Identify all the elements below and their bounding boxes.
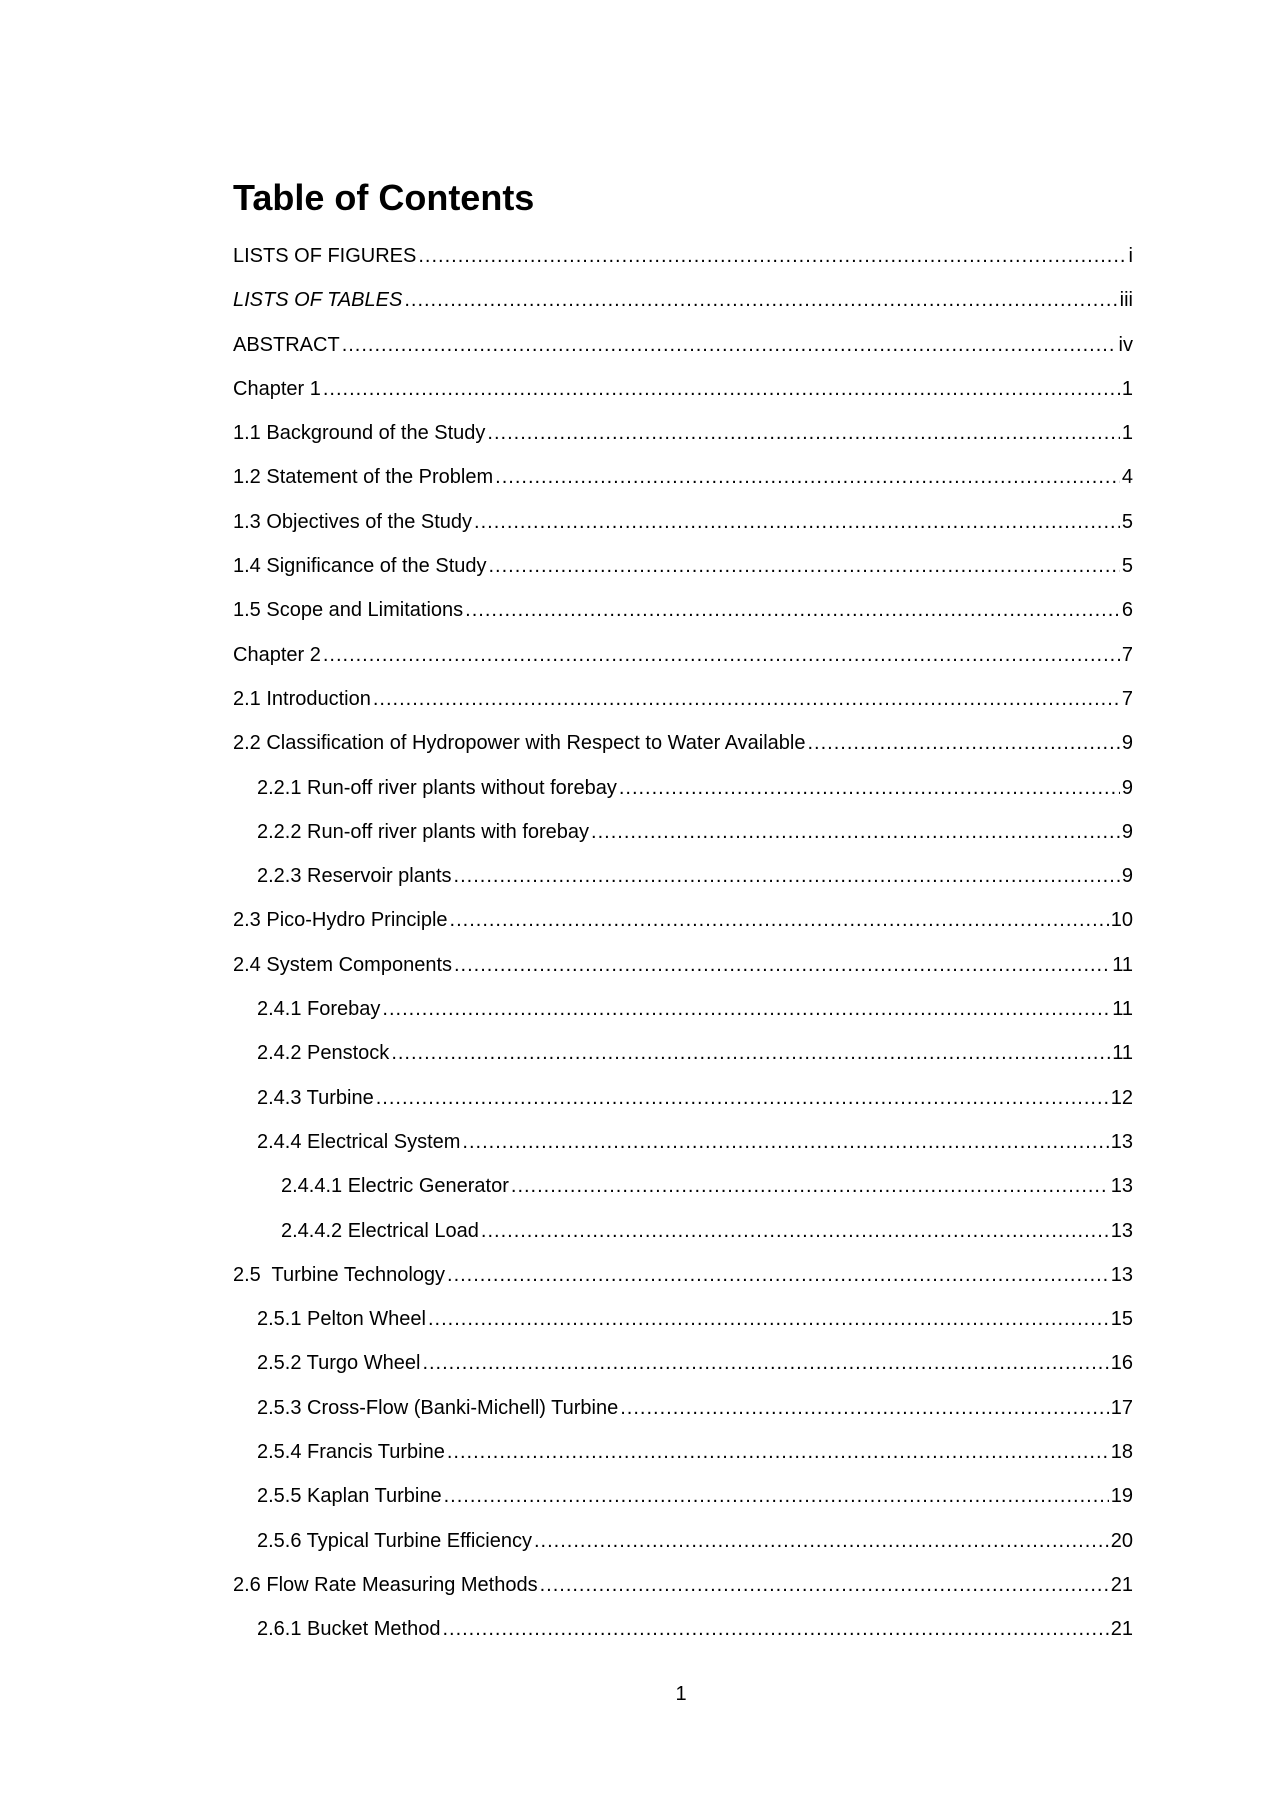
toc-dot-leader	[495, 455, 1120, 499]
toc-entry[interactable]	[233, 411, 1133, 455]
toc-entry-label: 1.1 Background of the Study	[233, 422, 486, 445]
toc-entry-page: 7	[1121, 687, 1133, 710]
toc-dot-leader	[487, 411, 1119, 455]
toc-entry-page: 13	[1110, 1130, 1133, 1153]
toc-entry-page: 19	[1110, 1485, 1133, 1508]
toc-entry[interactable]	[233, 898, 1133, 942]
toc-dot-leader	[342, 323, 1117, 367]
toc-entry[interactable]	[233, 943, 1133, 987]
toc-dot-leader	[620, 1386, 1109, 1430]
toc-entry-label: 2.6 Flow Rate Measuring Methods	[233, 1573, 538, 1596]
toc-dot-leader	[474, 500, 1120, 544]
toc-dot-leader	[619, 766, 1120, 810]
toc-dot-leader	[418, 234, 1126, 278]
toc-entry-page: 15	[1110, 1308, 1133, 1331]
toc-entry[interactable]	[233, 588, 1133, 632]
toc-dot-leader	[447, 1253, 1109, 1297]
toc-entry-label: 2.3 Pico-Hydro Principle	[233, 909, 448, 932]
toc-entry-page: 10	[1110, 909, 1133, 932]
toc-entry-page: 13	[1110, 1263, 1133, 1286]
toc-entry[interactable]	[233, 1430, 1133, 1474]
toc-dot-leader	[481, 1209, 1109, 1253]
toc-entry-label: Chapter 2	[233, 643, 321, 666]
toc-entry[interactable]	[233, 323, 1133, 367]
toc-dot-leader	[323, 367, 1120, 411]
toc-entry-label: 2.4.4.2 Electrical Load	[281, 1219, 479, 1242]
toc-entry-page: 1	[1121, 377, 1133, 400]
toc-entry-label: 1.4 Significance of the Study	[233, 555, 487, 578]
toc-entry-label: 2.4.4.1 Electric Generator	[281, 1175, 509, 1198]
toc-title: Table of Contents	[233, 177, 535, 218]
toc-entry[interactable]	[233, 1164, 1133, 1208]
toc-dot-leader	[422, 1341, 1108, 1385]
toc-dot-leader	[382, 987, 1110, 1031]
toc-dot-leader	[447, 1430, 1109, 1474]
page-number: 1	[675, 1683, 687, 1705]
toc-entry-page: 11	[1112, 1042, 1133, 1065]
toc-entry-page: iv	[1118, 333, 1133, 356]
toc-entry-label: 2.5.5 Kaplan Turbine	[257, 1485, 442, 1508]
toc-entry-page: 5	[1121, 555, 1133, 578]
toc-entry[interactable]	[233, 455, 1133, 499]
toc-entry[interactable]	[233, 500, 1133, 544]
toc-entry-label: 2.4.1 Forebay	[257, 998, 381, 1021]
toc-entry-label: LISTS OF TABLES	[233, 289, 403, 312]
toc-entry[interactable]	[233, 854, 1133, 898]
toc-entry[interactable]	[233, 234, 1133, 278]
toc-dot-leader	[465, 588, 1120, 632]
toc-entry-label: 2.2.1 Run-off river plants without forebay	[257, 776, 617, 799]
toc-entry-page: 6	[1121, 599, 1133, 622]
toc-entry[interactable]	[233, 721, 1133, 765]
toc-entry-page: 4	[1121, 466, 1133, 489]
toc-entry-page: 9	[1121, 776, 1133, 799]
toc-dot-leader	[808, 721, 1120, 765]
toc-entry-label: 1.5 Scope and Limitations	[233, 599, 464, 622]
toc-entry-label: 2.4.2 Penstock	[257, 1042, 390, 1065]
toc-entry-page: 21	[1110, 1618, 1133, 1641]
toc-entry-label: 2.2 Classification of Hydropower with Respect to Water Available	[233, 732, 806, 755]
toc-dot-leader	[591, 810, 1120, 854]
toc-dot-leader	[373, 677, 1120, 721]
toc-entry[interactable]	[233, 278, 1133, 322]
toc-dot-leader	[391, 1031, 1110, 1075]
toc-entry-label: LISTS OF FIGURES	[233, 245, 417, 267]
toc-entry-page: 18	[1110, 1441, 1133, 1464]
toc-entry-page: 11	[1112, 953, 1133, 976]
toc-entry[interactable]	[233, 1031, 1133, 1075]
toc-entry-label: 1.2 Statement of the Problem	[233, 466, 494, 489]
toc-entry[interactable]	[233, 1209, 1133, 1253]
toc-entry-label: ABSTRACT	[233, 333, 340, 356]
toc-entry[interactable]	[233, 1474, 1133, 1518]
toc-entry[interactable]	[233, 1563, 1133, 1607]
toc-entry-label: 2.4.4 Electrical System	[257, 1130, 461, 1153]
toc-entry-page: 17	[1110, 1396, 1133, 1419]
toc-entry-label: 2.5.1 Pelton Wheel	[257, 1308, 426, 1331]
toc-dot-leader	[534, 1519, 1109, 1563]
toc-dot-leader	[454, 943, 1110, 987]
toc-entry[interactable]	[233, 766, 1133, 810]
toc-dot-leader	[540, 1563, 1109, 1607]
toc-entry[interactable]	[233, 1076, 1133, 1120]
toc-dot-leader	[511, 1164, 1109, 1208]
toc-dot-leader	[323, 633, 1120, 677]
toc-dot-leader	[454, 854, 1120, 898]
toc-entry[interactable]	[233, 1253, 1133, 1297]
toc-entry-page: 9	[1121, 865, 1133, 888]
toc-entry-label: 2.5.4 Francis Turbine	[257, 1441, 445, 1464]
toc-entry[interactable]	[233, 1386, 1133, 1430]
toc-entry[interactable]	[233, 1519, 1133, 1563]
toc-entry-page: 16	[1110, 1352, 1133, 1375]
toc-entry-page: 11	[1112, 998, 1133, 1021]
toc-dot-leader	[428, 1297, 1109, 1341]
toc-entry-label: 2.1 Introduction	[233, 687, 371, 710]
toc-entry-label: 2.4.3 Turbine	[257, 1086, 374, 1109]
toc-entry-page: 21	[1110, 1573, 1133, 1596]
toc-dot-leader	[489, 544, 1120, 588]
toc-entry[interactable]	[233, 987, 1133, 1031]
toc-entry-label: 2.5.2 Turgo Wheel	[257, 1352, 421, 1375]
toc-entry-page: 1	[1121, 422, 1133, 445]
toc-list	[233, 234, 1133, 1652]
toc-entry[interactable]	[233, 1607, 1133, 1651]
toc-entry-label: Chapter 1	[233, 377, 321, 400]
toc-dot-leader	[376, 1076, 1109, 1120]
toc-entry[interactable]	[233, 367, 1133, 411]
toc-dot-leader	[450, 898, 1109, 942]
toc-entry-label: 2.5.6 Typical Turbine Efficiency	[257, 1529, 532, 1552]
toc-entry-page: iii	[1119, 289, 1133, 312]
toc-entry-label: 2.6.1 Bucket Method	[257, 1618, 441, 1641]
toc-entry-page: 12	[1110, 1086, 1133, 1109]
toc-entry[interactable]	[233, 810, 1133, 854]
toc-entry-page: 7	[1121, 643, 1133, 666]
toc-entry[interactable]	[233, 1120, 1133, 1164]
toc-entry-page: 13	[1110, 1219, 1133, 1242]
toc-dot-leader	[442, 1607, 1108, 1651]
toc-entry[interactable]	[233, 1341, 1133, 1385]
toc-entry-label: 2.5 Turbine Technology	[233, 1263, 446, 1286]
toc-entry-page: i	[1128, 245, 1133, 267]
toc-entry-label: 1.3 Objectives of the Study	[233, 510, 473, 533]
toc-entry-label: 2.2.2 Run-off river plants with forebay	[257, 820, 590, 843]
toc-entry[interactable]	[233, 544, 1133, 588]
toc-entry-page: 9	[1121, 732, 1133, 755]
toc-entry-page: 5	[1121, 510, 1133, 533]
toc-entry[interactable]	[233, 633, 1133, 677]
toc-dot-leader	[404, 278, 1117, 322]
toc-entry-label: 2.2.3 Reservoir plants	[257, 865, 452, 888]
toc-entry[interactable]	[233, 677, 1133, 721]
toc-entry-page: 13	[1110, 1175, 1133, 1198]
toc-entry-label: 2.5.3 Cross-Flow (Banki-Michell) Turbine	[257, 1396, 619, 1419]
toc-entry[interactable]	[233, 1297, 1133, 1341]
toc-entry-label: 2.4 System Components	[233, 953, 452, 976]
toc-dot-leader	[462, 1120, 1108, 1164]
toc-entry-page: 20	[1110, 1529, 1133, 1552]
toc-dot-leader	[444, 1474, 1109, 1518]
toc-entry-page: 9	[1121, 820, 1133, 843]
